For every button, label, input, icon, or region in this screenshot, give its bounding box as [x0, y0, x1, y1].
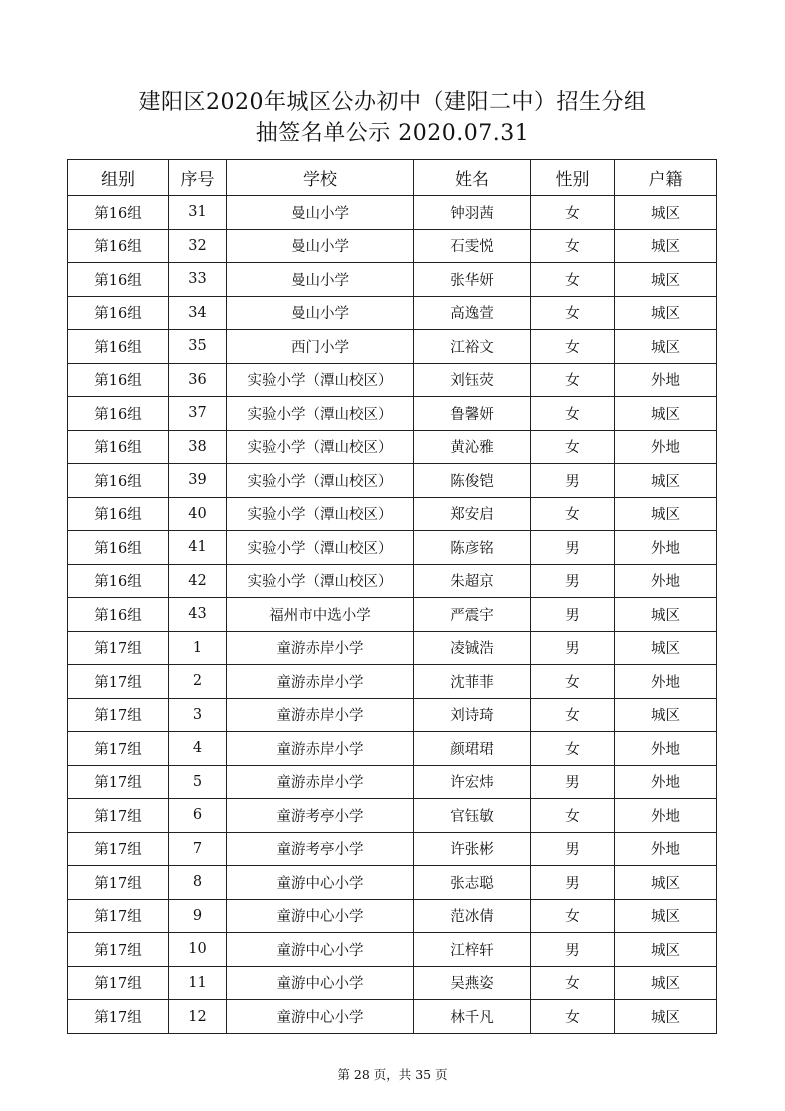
cell-name: 鲁馨妍	[414, 397, 531, 431]
page-footer: 第 28 页，共 35 页	[337, 1067, 448, 1082]
cell-gender: 女	[531, 229, 615, 263]
cell-group: 第17组	[68, 799, 169, 833]
table-row	[68, 330, 717, 364]
cell-gender: 女	[531, 397, 615, 431]
cell-gender: 女	[531, 732, 615, 766]
cell-group: 第17组	[68, 1000, 169, 1034]
cell-residence: 城区	[615, 229, 717, 263]
cell-number: 6	[169, 799, 227, 833]
cell-school: 童游中心小学	[227, 899, 414, 933]
table-row	[68, 263, 717, 297]
cell-residence: 城区	[615, 397, 717, 431]
cell-gender: 男	[531, 531, 615, 565]
cell-residence: 外地	[615, 564, 717, 598]
cell-number: 3	[169, 698, 227, 732]
cell-name: 沈菲菲	[414, 665, 531, 699]
cell-gender: 女	[531, 196, 615, 230]
cell-number: 33	[169, 263, 227, 297]
table-row	[68, 531, 717, 565]
cell-number: 1	[169, 631, 227, 665]
cell-group: 第16组	[68, 497, 169, 531]
table-row	[68, 799, 717, 833]
table-row	[68, 464, 717, 498]
cell-gender: 男	[531, 464, 615, 498]
cell-residence: 外地	[615, 430, 717, 464]
cell-name: 黄沁雅	[414, 430, 531, 464]
cell-number: 41	[169, 531, 227, 565]
cell-group: 第17组	[68, 866, 169, 900]
cell-school: 童游赤岸小学	[227, 732, 414, 766]
cell-number: 11	[169, 966, 227, 1000]
table-body	[68, 196, 717, 1034]
cell-school: 实验小学（潭山校区）	[227, 363, 414, 397]
cell-gender: 男	[531, 933, 615, 967]
table-header-row	[68, 160, 717, 196]
cell-number: 35	[169, 330, 227, 364]
cell-gender: 女	[531, 665, 615, 699]
cell-school: 曼山小学	[227, 196, 414, 230]
cell-number: 31	[169, 196, 227, 230]
header-residence: 户籍	[615, 160, 717, 196]
cell-school: 曼山小学	[227, 263, 414, 297]
table-row	[68, 1000, 717, 1034]
cell-gender: 女	[531, 799, 615, 833]
cell-name: 钟羽茜	[414, 196, 531, 230]
cell-name: 刘诗琦	[414, 698, 531, 732]
cell-gender: 女	[531, 698, 615, 732]
enrollment-table	[67, 159, 717, 1034]
cell-group: 第17组	[68, 832, 169, 866]
cell-group: 第17组	[68, 631, 169, 665]
cell-group: 第17组	[68, 698, 169, 732]
cell-name: 林千凡	[414, 1000, 531, 1034]
table-row	[68, 430, 717, 464]
table-row	[68, 966, 717, 1000]
cell-name: 郑安启	[414, 497, 531, 531]
table-row	[68, 732, 717, 766]
table-row	[68, 196, 717, 230]
cell-residence: 外地	[615, 832, 717, 866]
cell-residence: 城区	[615, 866, 717, 900]
cell-number: 9	[169, 899, 227, 933]
cell-gender: 男	[531, 598, 615, 632]
cell-residence: 城区	[615, 966, 717, 1000]
table-row	[68, 598, 717, 632]
cell-number: 38	[169, 430, 227, 464]
table-row	[68, 899, 717, 933]
cell-name: 吴燕姿	[414, 966, 531, 1000]
cell-name: 许宏炜	[414, 765, 531, 799]
cell-name: 陈彦铭	[414, 531, 531, 565]
table-row	[68, 296, 717, 330]
cell-school: 童游考亭小学	[227, 832, 414, 866]
table-row	[68, 933, 717, 967]
cell-name: 朱超京	[414, 564, 531, 598]
cell-school: 童游考亭小学	[227, 799, 414, 833]
header-group: 组别	[68, 160, 169, 196]
cell-school: 曼山小学	[227, 229, 414, 263]
cell-school: 实验小学（潭山校区）	[227, 564, 414, 598]
cell-gender: 女	[531, 1000, 615, 1034]
cell-residence: 城区	[615, 196, 717, 230]
cell-school: 西门小学	[227, 330, 414, 364]
cell-group: 第16组	[68, 430, 169, 464]
cell-number: 42	[169, 564, 227, 598]
table-row	[68, 363, 717, 397]
cell-gender: 女	[531, 296, 615, 330]
cell-gender: 女	[531, 966, 615, 1000]
cell-name: 江裕文	[414, 330, 531, 364]
cell-group: 第16组	[68, 531, 169, 565]
cell-residence: 城区	[615, 330, 717, 364]
cell-name: 张华妍	[414, 263, 531, 297]
cell-group: 第16组	[68, 464, 169, 498]
cell-residence: 城区	[615, 263, 717, 297]
header-number: 序号	[169, 160, 227, 196]
page-title: 建阳区2020年城区公办初中（建阳二中）招生分组	[138, 90, 647, 115]
cell-residence: 城区	[615, 296, 717, 330]
cell-residence: 外地	[615, 765, 717, 799]
cell-school: 实验小学（潭山校区）	[227, 430, 414, 464]
cell-name: 官钰敏	[414, 799, 531, 833]
cell-group: 第16组	[68, 598, 169, 632]
cell-school: 童游赤岸小学	[227, 631, 414, 665]
cell-residence: 城区	[615, 497, 717, 531]
cell-group: 第16组	[68, 330, 169, 364]
cell-group: 第17组	[68, 665, 169, 699]
cell-gender: 男	[531, 631, 615, 665]
table-row	[68, 564, 717, 598]
cell-gender: 女	[531, 363, 615, 397]
cell-residence: 外地	[615, 732, 717, 766]
cell-school: 童游中心小学	[227, 1000, 414, 1034]
cell-school: 童游中心小学	[227, 933, 414, 967]
table-row	[68, 765, 717, 799]
cell-name: 凌铖浩	[414, 631, 531, 665]
cell-group: 第16组	[68, 296, 169, 330]
cell-school: 童游中心小学	[227, 866, 414, 900]
cell-group: 第16组	[68, 363, 169, 397]
cell-name: 陈俊铠	[414, 464, 531, 498]
cell-group: 第17组	[68, 933, 169, 967]
cell-gender: 女	[531, 899, 615, 933]
cell-residence: 城区	[615, 899, 717, 933]
cell-name: 张志聪	[414, 866, 531, 900]
cell-name: 高逸萱	[414, 296, 531, 330]
cell-residence: 城区	[615, 933, 717, 967]
cell-school: 童游中心小学	[227, 966, 414, 1000]
cell-school: 福州市中选小学	[227, 598, 414, 632]
cell-residence: 城区	[615, 1000, 717, 1034]
cell-group: 第16组	[68, 263, 169, 297]
cell-school: 实验小学（潭山校区）	[227, 397, 414, 431]
cell-residence: 外地	[615, 799, 717, 833]
cell-gender: 男	[531, 832, 615, 866]
cell-residence: 城区	[615, 698, 717, 732]
cell-gender: 女	[531, 263, 615, 297]
cell-group: 第17组	[68, 765, 169, 799]
cell-group: 第17组	[68, 899, 169, 933]
cell-number: 39	[169, 464, 227, 498]
cell-residence: 外地	[615, 531, 717, 565]
cell-residence: 城区	[615, 464, 717, 498]
cell-number: 36	[169, 363, 227, 397]
cell-gender: 女	[531, 430, 615, 464]
cell-school: 实验小学（潭山校区）	[227, 464, 414, 498]
table-row	[68, 866, 717, 900]
cell-group: 第17组	[68, 732, 169, 766]
cell-gender: 男	[531, 866, 615, 900]
header-school: 学校	[227, 160, 414, 196]
cell-gender: 男	[531, 765, 615, 799]
cell-name: 石雯悦	[414, 229, 531, 263]
cell-number: 37	[169, 397, 227, 431]
cell-number: 5	[169, 765, 227, 799]
cell-residence: 外地	[615, 665, 717, 699]
cell-number: 4	[169, 732, 227, 766]
table-row	[68, 497, 717, 531]
page-subtitle: 抽签名单公示 2020.07.31	[255, 121, 530, 146]
cell-gender: 男	[531, 564, 615, 598]
cell-group: 第16组	[68, 564, 169, 598]
cell-name: 范冰倩	[414, 899, 531, 933]
cell-school: 实验小学（潭山校区）	[227, 531, 414, 565]
cell-number: 10	[169, 933, 227, 967]
header-name: 姓名	[414, 160, 531, 196]
cell-gender: 女	[531, 330, 615, 364]
cell-school: 曼山小学	[227, 296, 414, 330]
cell-school: 实验小学（潭山校区）	[227, 497, 414, 531]
cell-residence: 城区	[615, 631, 717, 665]
cell-number: 8	[169, 866, 227, 900]
cell-group: 第17组	[68, 966, 169, 1000]
cell-school: 童游赤岸小学	[227, 665, 414, 699]
cell-number: 34	[169, 296, 227, 330]
cell-school: 童游赤岸小学	[227, 765, 414, 799]
table-row	[68, 832, 717, 866]
cell-number: 12	[169, 1000, 227, 1034]
cell-group: 第16组	[68, 229, 169, 263]
cell-group: 第16组	[68, 196, 169, 230]
cell-residence: 城区	[615, 598, 717, 632]
cell-name: 江梓轩	[414, 933, 531, 967]
cell-school: 童游赤岸小学	[227, 698, 414, 732]
table-row	[68, 665, 717, 699]
cell-number: 7	[169, 832, 227, 866]
cell-residence: 外地	[615, 363, 717, 397]
cell-number: 43	[169, 598, 227, 632]
cell-number: 40	[169, 497, 227, 531]
cell-group: 第16组	[68, 397, 169, 431]
header-gender: 性别	[531, 160, 615, 196]
cell-name: 严震宇	[414, 598, 531, 632]
table-row	[68, 631, 717, 665]
table-row	[68, 229, 717, 263]
cell-name: 许张彬	[414, 832, 531, 866]
cell-number: 32	[169, 229, 227, 263]
cell-name: 刘钰荧	[414, 363, 531, 397]
table-row	[68, 698, 717, 732]
table-row	[68, 397, 717, 431]
cell-gender: 女	[531, 497, 615, 531]
cell-number: 2	[169, 665, 227, 699]
cell-name: 颜珺珺	[414, 732, 531, 766]
